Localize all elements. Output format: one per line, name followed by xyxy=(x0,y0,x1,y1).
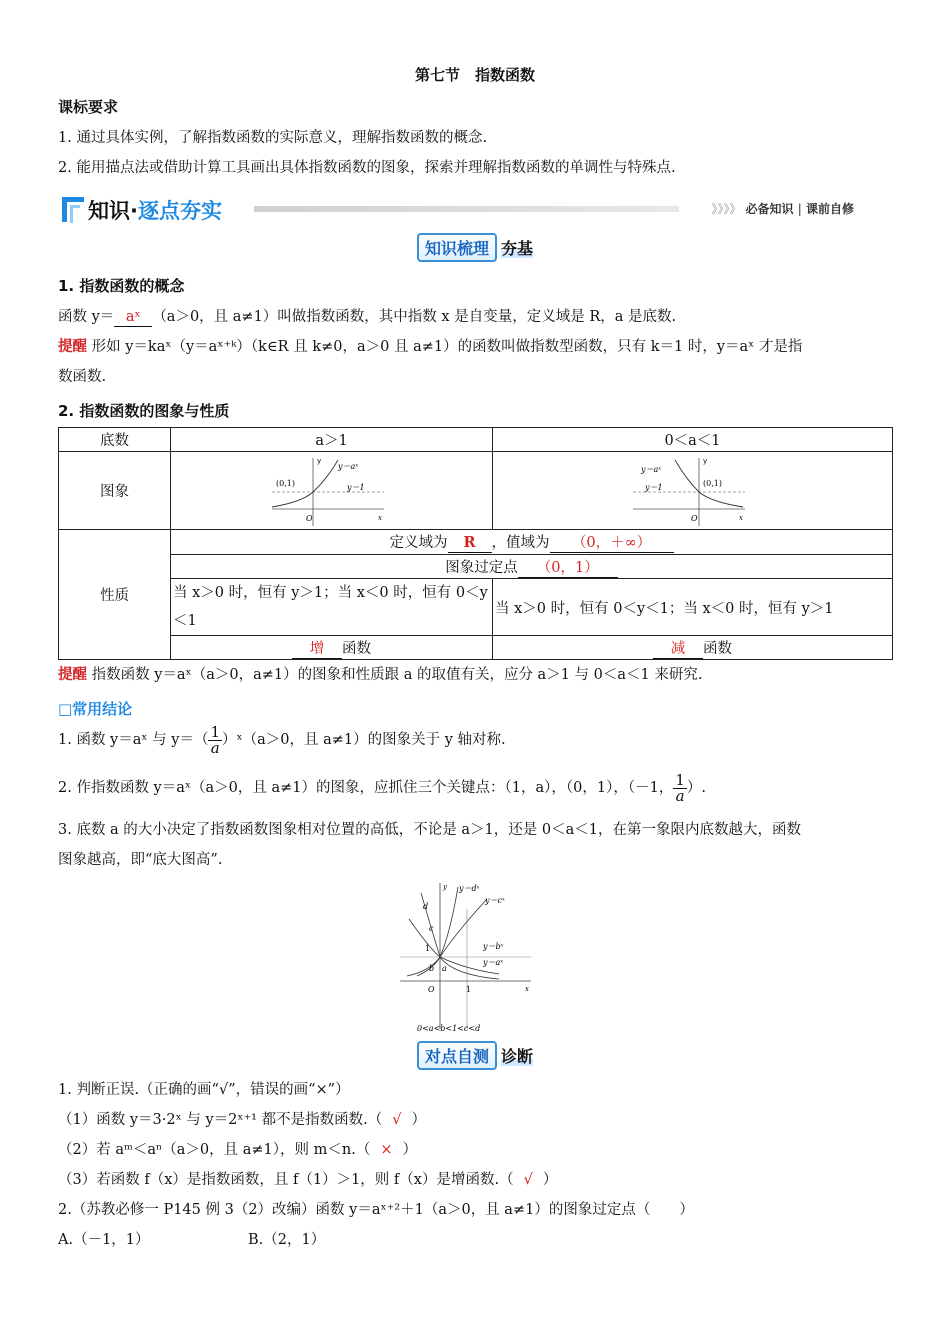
svg-text:y: y xyxy=(443,883,447,891)
quiz-1b: （2）若 aᵐ＜aⁿ（a＞0，且 a≠1），则 m＜n.（ × ） xyxy=(58,1142,417,1158)
concept-heading: 1. 指数函数的概念 xyxy=(58,277,185,295)
cond-increasing: 当 x＞0 时，恒有 y＞1；当 x＜0 时，恒有 0＜y＜1 xyxy=(171,579,493,636)
svg-text:y: y xyxy=(316,456,321,465)
figure-bases xyxy=(58,879,892,1039)
col-header-base: 底数 xyxy=(59,428,171,452)
mono-increasing: 增 函数 xyxy=(171,636,493,660)
svg-text:O: O xyxy=(428,985,435,994)
svg-text:y＝cˣ: y＝cˣ xyxy=(485,896,505,905)
svg-text:x: x xyxy=(738,513,743,522)
properties-heading: 2. 指数函数的图象与性质 xyxy=(58,402,230,420)
section-tag-knowledge: 知识梳理 夯基 xyxy=(58,233,892,267)
svg-text:y＝aˣ: y＝aˣ xyxy=(483,958,504,967)
page xyxy=(58,60,892,1255)
fraction-1-over-a-2: $\frac{1}{a}$ xyxy=(675,770,685,805)
svg-text:y＝1: y＝1 xyxy=(346,482,365,492)
banner-bracket-icon xyxy=(58,193,88,227)
concept-remind: 提醒 形如 y＝kaˣ（y＝aˣ⁺ᵏ）（k∈R 且 k≠0，a＞0 且 a≠1）的函数叫做指数型函数，只有 k＝1 时，y＝aˣ 才是指 xyxy=(58,339,803,355)
svg-text:1: 1 xyxy=(425,944,431,953)
knowledge-banner xyxy=(58,191,892,231)
properties-table xyxy=(58,427,893,660)
col-header-a-gt-1: a＞1 xyxy=(171,428,493,452)
svg-text:(0,1): (0,1) xyxy=(702,478,722,488)
banner-bar xyxy=(254,206,679,212)
svg-text:y＝aˣ: y＝aˣ xyxy=(640,464,661,474)
option-a[interactable]: A.（－1，1） xyxy=(58,1232,150,1248)
cond-decreasing: 当 x＞0 时，恒有 0＜y＜1；当 x＜0 时，恒有 y＞1 xyxy=(493,579,893,636)
svg-text:x: x xyxy=(377,513,382,522)
common-3a: 3. 底数 a 的大小决定了指数函数图象相对位置的高低，不论是 a＞1，还是 0＜a＜1，在第一象限内底数越大，函数 xyxy=(58,822,801,838)
mono-decreasing: 减 函数 xyxy=(493,636,893,660)
common-heading: □常用结论 xyxy=(58,700,133,718)
common-2: 2. 作指数函数 y＝aˣ（a＞0，且 a≠1）的图象，应抓住三个关键点：（1，a），（0，1），（－1， $\frac{1}{a}$ ）. xyxy=(58,770,706,805)
svg-text:(0,1): (0,1) xyxy=(275,478,295,488)
svg-text:b: b xyxy=(429,964,435,973)
concept-definition: 函数 y＝ aˣ （a＞0，且 a≠1）叫做指数函数，其中指数 x 是自变量，定义域是 R，a 是底数. xyxy=(58,309,677,325)
answer-blank: aˣ xyxy=(114,308,152,327)
option-b[interactable]: B.（2，1） xyxy=(248,1232,326,1248)
svg-text:y＝dˣ: y＝dˣ xyxy=(459,884,480,893)
properties-remind: 提醒 指数函数 y＝aˣ（a＞0，a≠1）的图象和性质跟 a 的取值有关，应分 a＞1 与 0＜a＜1 来研究. xyxy=(58,667,703,683)
quiz-2-options xyxy=(58,1225,892,1255)
quiz-1: 1. 判断正误.（正确的画“√”，错误的画“×”） xyxy=(58,1082,350,1098)
svg-text:0<a<b<1<c<d: 0<a<b<1<c<d xyxy=(417,1024,481,1033)
page-title: 第七节 指数函数 xyxy=(414,66,535,84)
svg-text:d: d xyxy=(423,902,429,911)
svg-text:y: y xyxy=(702,456,707,465)
graph-increasing xyxy=(171,452,493,530)
svg-text:y＝bˣ: y＝bˣ xyxy=(483,942,504,951)
section-tag-selftest: 对点自测 诊断 xyxy=(58,1041,892,1075)
fixed-point-cell: 图象过定点 （0，1） xyxy=(171,555,893,579)
banner-title: 知识·逐点夯实 xyxy=(88,199,222,223)
graph-a-gt-1 xyxy=(272,454,392,528)
svg-text:O: O xyxy=(690,513,698,523)
svg-text:y＝1: y＝1 xyxy=(644,482,663,492)
requirements-heading: 课标要求 xyxy=(58,98,119,116)
requirement-1: 1. 通过具体实例，了解指数函数的实际意义，理解指数函数的概念. xyxy=(58,130,488,146)
col-header-a-lt-1: 0＜a＜1 xyxy=(493,428,893,452)
domain-range-cell: 定义域为 R ，值域为 （0，＋∞） xyxy=(171,530,893,555)
concept-remind-cont: 数函数. xyxy=(58,369,107,385)
svg-text:O: O xyxy=(305,513,313,523)
quiz-1a: （1）函数 y＝3·2ˣ 与 y＝2ˣ⁺¹ 都不是指数函数.（ √ ） xyxy=(58,1112,426,1128)
svg-text:c: c xyxy=(429,924,434,933)
graph-decreasing xyxy=(493,452,893,530)
common-3b: 图象越高，即“底大图高”. xyxy=(58,852,223,868)
svg-text:a: a xyxy=(442,964,447,973)
svg-text:x: x xyxy=(525,985,529,993)
quiz-1c: （3）若函数 f（x）是指数函数，且 f（1）＞1，则 f（x）是增函数.（ √ ） xyxy=(58,1172,558,1188)
fraction-1-over-a: $\frac{1}{a}$ xyxy=(210,722,220,757)
common-1: 1. 函数 y＝aˣ 与 y＝（ $\frac{1}{a}$ ）ˣ（a＞0，且 a≠1）的图象关于 y 轴对称. xyxy=(58,722,506,757)
figure-comparison xyxy=(395,879,535,1039)
banner-right: 》》》》 必备知识 | 课前自修 xyxy=(711,202,854,216)
svg-text:1: 1 xyxy=(466,985,472,994)
row-label-graph: 图象 xyxy=(59,452,171,530)
graph-a-lt-1 xyxy=(633,454,753,528)
row-label-props: 性质 xyxy=(59,530,171,660)
requirement-2: 2. 能用描点法或借助计算工具画出具体指数函数的图象，探索并理解指数函数的单调性与特殊点. xyxy=(58,160,676,176)
quiz-2: 2.（苏教必修一 P145 例 3（2）改编）函数 y＝aˣ⁺²＋1（a＞0，且 a≠1）的图象过定点（ ） xyxy=(58,1202,694,1218)
svg-text:y＝aˣ: y＝aˣ xyxy=(337,461,358,471)
